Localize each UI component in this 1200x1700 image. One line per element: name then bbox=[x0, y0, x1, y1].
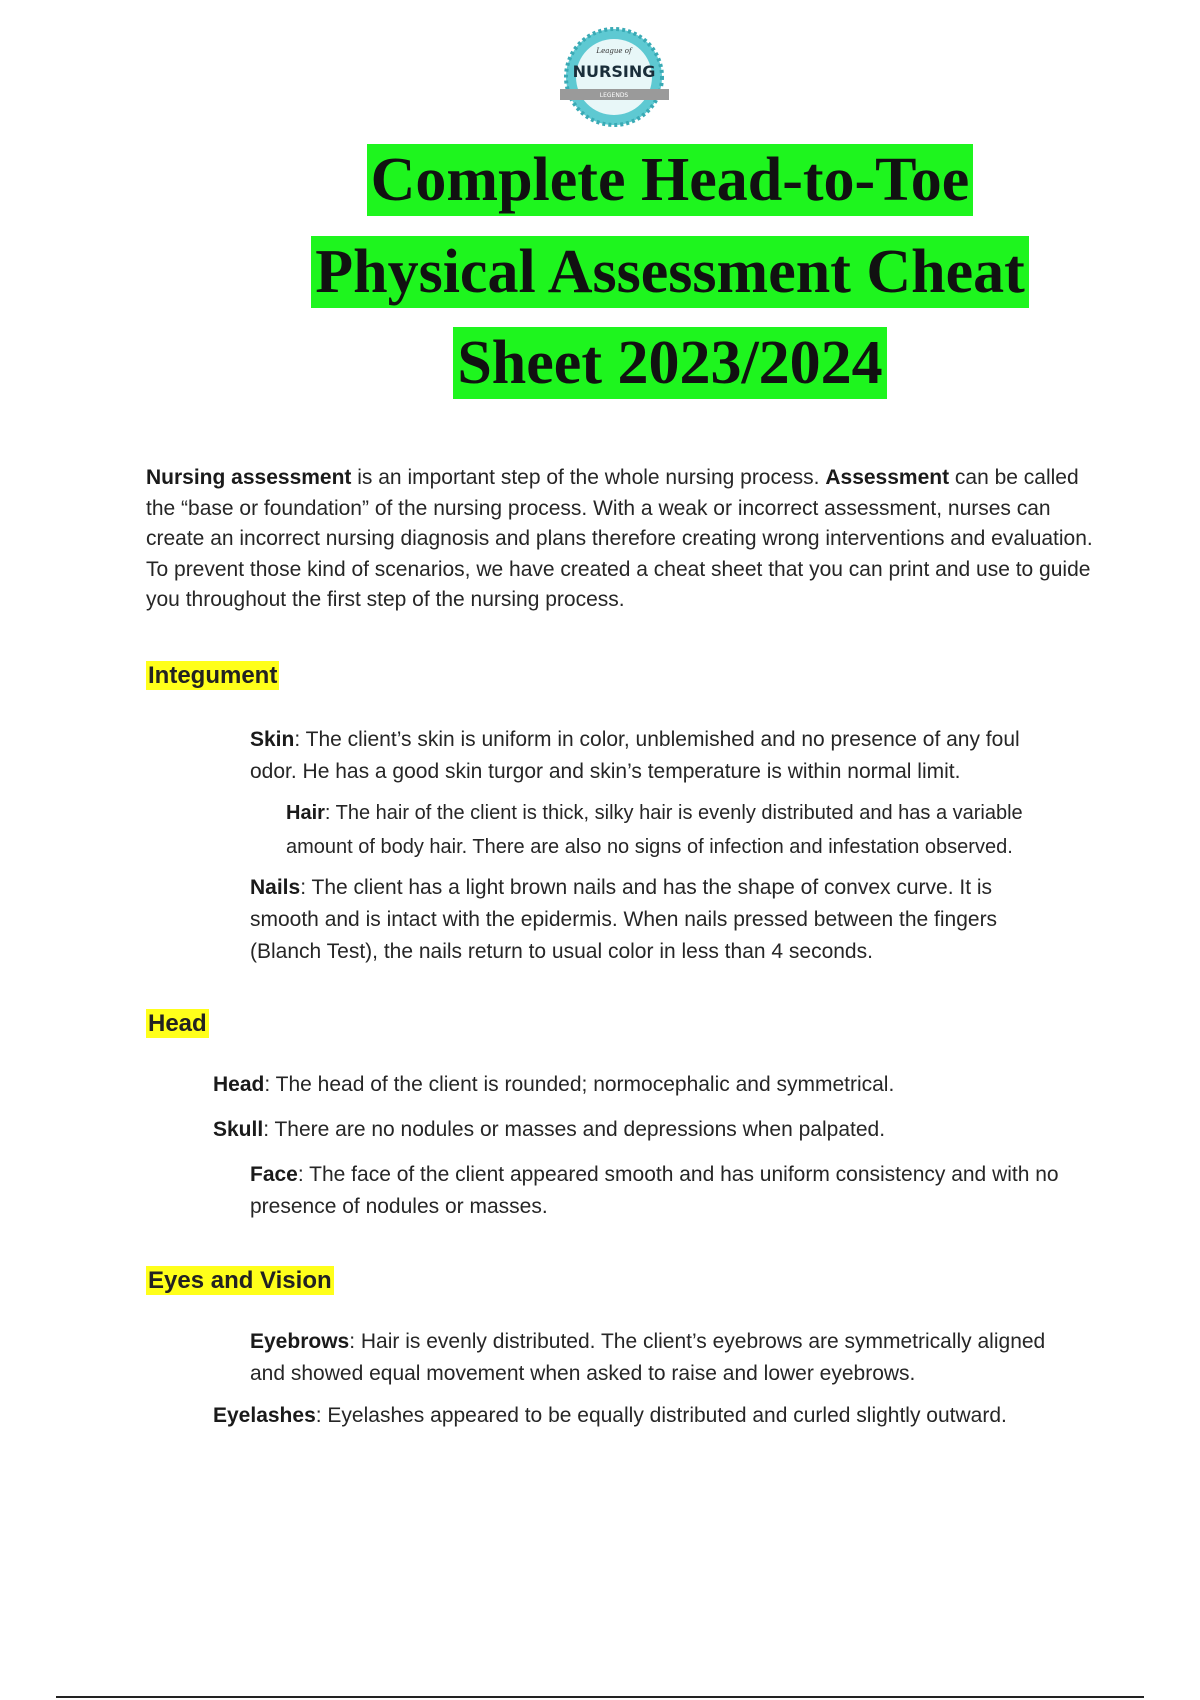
section-heading-integument: Integument bbox=[148, 662, 278, 689]
head-label: Head bbox=[213, 1073, 265, 1096]
hair-paragraph bbox=[286, 796, 1086, 864]
title-line-1-text: Complete Head-to-Toe bbox=[367, 144, 974, 216]
eyelashes-text: : Eyelashes appeared to be equally distributed and curled slightly outward. bbox=[315, 1404, 1007, 1427]
eyebrows-label: Eyebrows bbox=[250, 1330, 350, 1353]
skin-paragraph bbox=[250, 724, 1070, 788]
eyelashes-paragraph bbox=[213, 1400, 1113, 1432]
skull-label: Skull bbox=[213, 1118, 264, 1141]
skull-paragraph bbox=[213, 1114, 1113, 1146]
eyebrows-paragraph bbox=[250, 1326, 1060, 1390]
nursing-legends-logo bbox=[557, 25, 672, 133]
skin-text: : The client’s skin is uniform in color, unblemished and no presence of any foul odor. He has a good skin turgor and skin’s temperature is within normal limit. bbox=[250, 728, 1020, 783]
logo-main-text: NURSING bbox=[572, 62, 656, 81]
title-line-3-text: Sheet 2023/2024 bbox=[453, 327, 886, 399]
head-paragraph bbox=[213, 1069, 1113, 1101]
page-bottom-rule bbox=[56, 1696, 1144, 1698]
intro-term-assessment: Assessment bbox=[825, 466, 950, 489]
page-title-line-2 bbox=[230, 232, 1110, 312]
eyebrows-text: : Hair is evenly distributed. The client’s eyebrows are symmetrically aligned and showed equal movement when asked to raise and lower eyebrows. bbox=[250, 1330, 1046, 1385]
nails-label: Nails bbox=[250, 876, 301, 899]
logo-badge-icon bbox=[557, 25, 672, 133]
logo-bottom-text: LEGENDS bbox=[599, 92, 629, 99]
section-heading-eyes-and-vision: Eyes and Vision bbox=[148, 1267, 332, 1294]
title-line-2-text: Physical Assessment Cheat bbox=[311, 236, 1029, 308]
skull-text: : There are no nodules or masses and depressions when palpated. bbox=[263, 1118, 886, 1141]
hair-label: Hair bbox=[286, 802, 325, 824]
head-text: : The head of the client is rounded; normocephalic and symmetrical. bbox=[264, 1073, 895, 1096]
intro-text-1: is an important step of the whole nursing process. bbox=[351, 466, 826, 489]
intro-text-2: can be called the “base or foundation” of the nursing process. With a weak or incorrect assessment, nurses can create an incorrect nursing diagnosis and plans therefore creating wrong interventions and evaluation. To prevent those kind of scenarios, we have created a cheat sheet that you can print and use to guide you throughout the first step of the nursing process. bbox=[146, 466, 1093, 611]
face-paragraph bbox=[250, 1159, 1060, 1223]
face-text: : The face of the client appeared smooth and has uniform consistency and with no presence of nodules or masses. bbox=[250, 1163, 1059, 1218]
face-label: Face bbox=[250, 1163, 298, 1186]
hair-text: : The hair of the client is thick, silky hair is evenly distributed and has a variable amount of body hair. There are also no signs of infection and infestation observed. bbox=[286, 802, 1023, 858]
eyelashes-label: Eyelashes bbox=[213, 1404, 316, 1427]
nails-text: : The client has a light brown nails and has the shape of convex curve. It is smooth and is intact with the epidermis. When nails pressed between the fingers (Blanch Test), the nails return to usual color in less than 4 seconds. bbox=[250, 876, 998, 963]
nails-paragraph bbox=[250, 872, 1060, 968]
page-title-line-1 bbox=[230, 140, 1110, 220]
skin-label: Skin bbox=[250, 728, 295, 751]
section-heading-head: Head bbox=[148, 1010, 207, 1037]
intro-paragraph bbox=[146, 463, 1096, 616]
intro-term-nursing-assessment: Nursing assessment bbox=[146, 466, 352, 489]
logo-top-text: League of bbox=[596, 47, 632, 55]
page-title-line-3 bbox=[230, 323, 1110, 403]
